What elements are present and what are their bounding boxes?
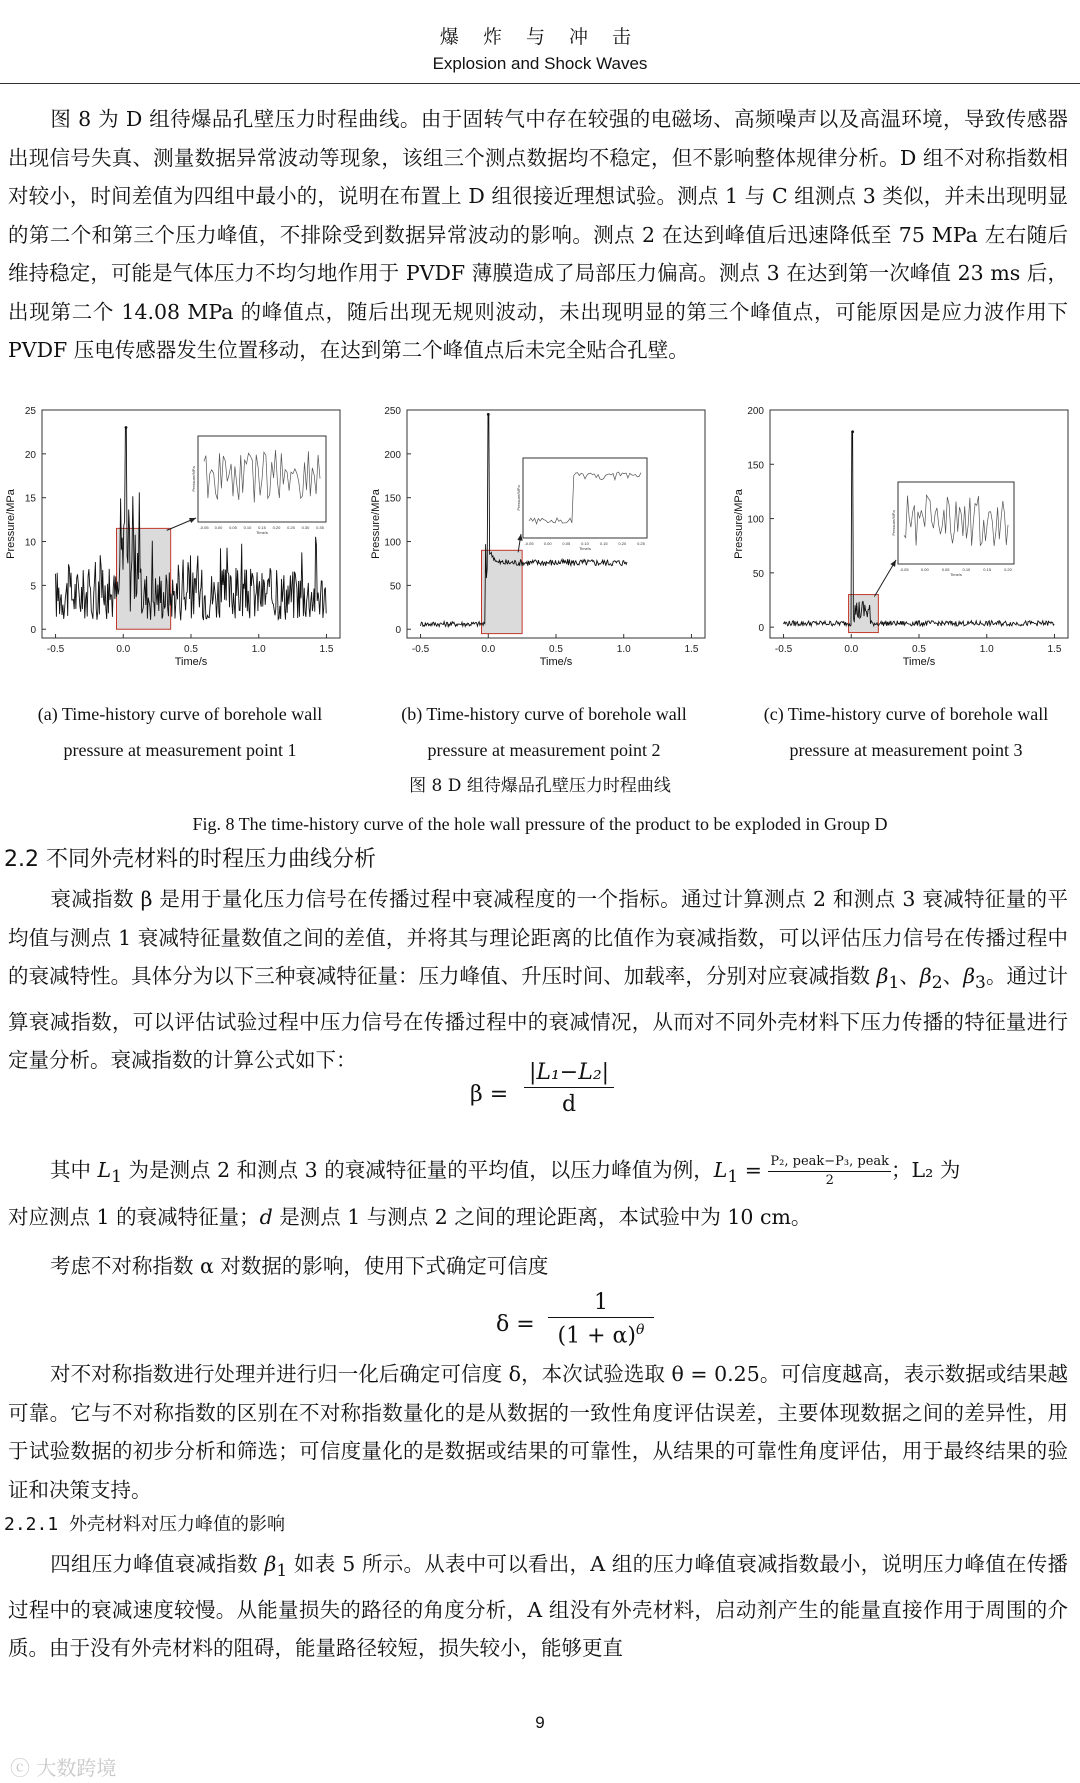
paragraph-peak-attenuation: 四组压力峰值衰减指数 $\beta_1$ 如表 5 所示。从表中可以看出，A 组的压力峰值衰减指数最小，说明压力峰值在传播过程中的衰减速度较慢。从能量损失的路径的角度分析，A 组没有外壳材料，启动剂产生的能量直接作用于周围的介质。由于没有外壳材料的阻碍，能量路径较短，损失较小，能够更直	[8, 1552, 1068, 1661]
peak-point	[487, 413, 490, 416]
section-title: 不同外壳材料的时程压力曲线分析	[46, 847, 377, 872]
figure-caption-cn: 图 8 D 组待爆品孔壁压力时程曲线	[409, 776, 671, 796]
subcaption-b: (b) Time-history curve of borehole wall pressure at measurement point 2	[401, 704, 687, 760]
inset-x-tick-label: 0.00	[543, 541, 552, 546]
y-tick-label: 150	[747, 460, 764, 472]
inset-y-axis-label: Pressure/MPa	[191, 466, 196, 492]
page-number: 9	[535, 1713, 545, 1732]
x-axis-label: Time/s	[539, 656, 573, 668]
y-tick-label: 0	[30, 625, 36, 637]
inset-frame	[523, 458, 647, 538]
paragraph-L1-definition: 其中 $L_1$ 为是测点 2 和测点 3 的衰减特征量的平均值，以压力峰值为例，$L_1$ = P₂, peak−P₃, peak 2 ；L₂ 为 对应测点 1 的衰减特征量；d 是测点 1 与测点 2 之间的理论距离，本试验中为 10 cm。	[8, 1154, 961, 1230]
formula-fraction	[524, 1060, 614, 1117]
formula2-numerator: 1	[548, 1290, 654, 1318]
y-tick-label: 20	[24, 449, 36, 461]
inset-x-tick-label: 0.10	[962, 567, 971, 572]
y-tick-label: 50	[389, 581, 401, 593]
inset-x-tick-label: 0.05	[562, 541, 571, 546]
inset-x-tick-label: 0.25	[637, 541, 645, 546]
x-tick-label: 0.0	[481, 644, 496, 655]
section-heading	[4, 842, 376, 878]
y-tick-label: 0	[395, 625, 401, 637]
paragraph-confidence-explanation: 对不对称指数进行处理并进行归一化后确定可信度 δ，本次试验选取 θ = 0.25。可信度越高，表示数据或结果越可靠。它与不对称指数的区别在不对称指数量化的是从数据的一致性角度评估误差，主要体现数据之间的差异性，用于试验数据的初步分析和筛选；可信度量化的是数据或结果的可靠性，从结果的可靠性角度评估，用于最终结果的验证和决策支持。	[8, 1362, 1068, 1502]
inset-x-tick-label: 0.15	[258, 525, 266, 530]
figure-caption-en: Fig. 8 The time-history curve of the hole wall pressure of the product to be exploded in Group D	[192, 814, 888, 834]
figure-8c-chart	[728, 400, 1078, 704]
y-tick-label: 200	[384, 449, 401, 461]
inset-x-tick-label: -0.05	[899, 567, 909, 572]
inset-x-tick-label: -0.05	[199, 525, 209, 530]
y-axis-label: Pressure/MPa	[370, 489, 382, 559]
y-tick-label: 100	[384, 537, 401, 549]
x-tick-label: -0.5	[411, 644, 430, 655]
y-tick-label: 25	[24, 406, 36, 417]
y-axis-label: Pressure/MPa	[733, 489, 745, 559]
paragraph-figure8-description: 图 8 为 D 组待爆品孔壁压力时程曲线。由于固转气中存在较强的电磁场、高频噪声以及高温环境，导致传感器出现信号失真、测量数据异常波动等现象，该组三个测点数据均不稳定，但不影响整体规律分析。D 组不对称指数相对较小，时间差值为四组中最小的，说明在布置上 D 组很接近理想试验。测点 1 与 C 组测点 3 类似，并未出现明显的第二个和第三个压力峰值，不排除受到数据异常波动的影响。测点 2 在达到峰值后迅速降低至 75 MPa 左右随后维持稳定，可能是气体压力不均匀地作用于 PVDF 薄膜造成了局部压力偏高。测点 3 在达到第一次峰值 23 ms 后，出现第二个 14.08 MPa 的峰值点，随后出现无规则波动，未出现明显的第三个峰值点，可能原因是应力波作用下 PVDF 压电传感器发生位置移动，在达到第二个峰值点后未完全贴合孔壁。	[8, 107, 1068, 362]
subcaption-a: (a) Time-history curve of borehole wall pressure at measurement point 1	[37, 704, 323, 760]
paragraph-confidence-intro: 考虑不对称指数 α 对数据的影响，使用下式确定可信度	[50, 1254, 549, 1278]
formula-denominator: d	[561, 1092, 577, 1117]
paragraph-attenuation-index: 衰减指数 β 是用于量化压力信号在传播过程中衰减程度的一个指标。通过计算测点 2 和测点 3 衰减特征量的平均值与测点 1 衰减特征量数值之间的差值，并将其与理论距离的比值作为衰减指数，可以评估压力信号在传播过程中的衰减特性。具体分为以下三种衰减特征量：压力峰值、升压时间、加载率，分别对应衰减指数 $\beta_1$、$\beta_2$、$\beta_3$。通过计算衰减指数，可以评估试验过程中压力信号在传播过程中的衰减情况，从而对不同外壳材料下压力传播的特征量进行定量分析。衰减指数的计算公式如下：	[8, 887, 1069, 1073]
formula2-fraction	[548, 1290, 654, 1348]
y-tick-label: 100	[747, 514, 764, 526]
x-tick-label: 1.0	[616, 644, 631, 655]
journal-title-cn: 爆 炸 与 冲 击	[439, 26, 641, 48]
figure-8a-chart	[0, 400, 350, 704]
inset-x-tick-label: 0.30	[301, 525, 310, 530]
inset-x-tick-label: 0.05	[229, 525, 237, 530]
inset-x-tick-label: 0.35	[316, 525, 324, 530]
inset-x-axis-label: Time/s	[256, 530, 268, 535]
y-tick-label: 150	[384, 493, 401, 505]
section-number: 2.2	[4, 847, 39, 872]
y-tick-label: 200	[747, 406, 764, 417]
inset-x-tick-label: 0.20	[272, 525, 281, 530]
x-tick-label: 1.0	[251, 644, 266, 655]
y-tick-label: 15	[24, 493, 36, 505]
inset-y-axis-label: Pressure/MPa	[891, 510, 896, 536]
formula-numerator: |L₁−L₂|	[524, 1060, 614, 1088]
watermark-logo-icon: ⓒ	[10, 1756, 30, 1780]
formula2-denominator: $(1 + \alpha)^\theta$	[557, 1322, 645, 1349]
x-tick-label: 0.0	[844, 644, 859, 655]
inset-x-tick-label: 0.15	[983, 567, 992, 572]
callout-arrowhead	[890, 560, 896, 567]
watermark: ⓒ 大数跨境	[10, 1756, 117, 1780]
inset-x-tick-label: 0.00	[214, 525, 223, 530]
figure-8b-chart	[365, 400, 715, 704]
x-tick-label: 0.5	[184, 644, 198, 655]
inset-x-tick-label: 0.10	[243, 525, 252, 530]
x-tick-label: 0.5	[912, 644, 926, 655]
x-tick-label: 1.5	[319, 644, 334, 655]
y-tick-label: 5	[30, 581, 36, 593]
inset-x-tick-label: 0.20	[1004, 567, 1012, 572]
inset-x-tick-label: 0.05	[941, 567, 950, 572]
subcaption-c: (c) Time-history curve of borehole wall pressure at measurement point 3	[763, 704, 1049, 760]
x-tick-label: -0.5	[774, 644, 793, 655]
inset-x-axis-label: Time/s	[579, 546, 591, 551]
y-tick-label: 0	[758, 623, 764, 635]
x-axis-label: Time/s	[174, 656, 208, 668]
inset-x-tick-label: 0.20	[618, 541, 627, 546]
y-tick-label: 250	[384, 406, 401, 417]
x-tick-label: 1.5	[684, 644, 699, 655]
inline-fraction: P₂, peak−P₃, peak 2	[770, 1154, 890, 1188]
callout-arrowhead	[517, 534, 522, 541]
inset-x-axis-label: Time/s	[950, 572, 962, 577]
x-tick-label: 0.5	[549, 644, 563, 655]
x-tick-label: 1.0	[979, 644, 994, 655]
x-tick-label: 0.0	[116, 644, 131, 655]
y-tick-label: 10	[24, 537, 36, 549]
y-tick-label: 50	[752, 568, 764, 580]
peak-point	[125, 426, 128, 429]
header-divider	[0, 83, 1080, 84]
formula2-lhs: δ =	[496, 1312, 535, 1337]
formula-lhs: β =	[470, 1082, 509, 1107]
x-tick-label: 1.5	[1047, 644, 1062, 655]
inset-y-axis-label: Pressure/MPa	[516, 485, 521, 511]
inset-x-tick-label: 0.15	[599, 541, 608, 546]
inset-x-tick-label: -0.05	[524, 541, 534, 546]
y-axis-label: Pressure/MPa	[5, 489, 17, 559]
peak-point	[851, 430, 854, 433]
inset-x-tick-label: 0.10	[581, 541, 589, 546]
inset-x-tick-label: 0.00	[920, 567, 929, 572]
journal-title-en: Explosion and Shock Waves	[432, 54, 648, 73]
x-tick-label: -0.5	[46, 644, 65, 655]
x-axis-label: Time/s	[902, 656, 936, 668]
subsection-heading: 2.2.1 外壳材料对压力峰值的影响	[4, 1514, 286, 1535]
inset-x-tick-label: 0.25	[287, 525, 295, 530]
